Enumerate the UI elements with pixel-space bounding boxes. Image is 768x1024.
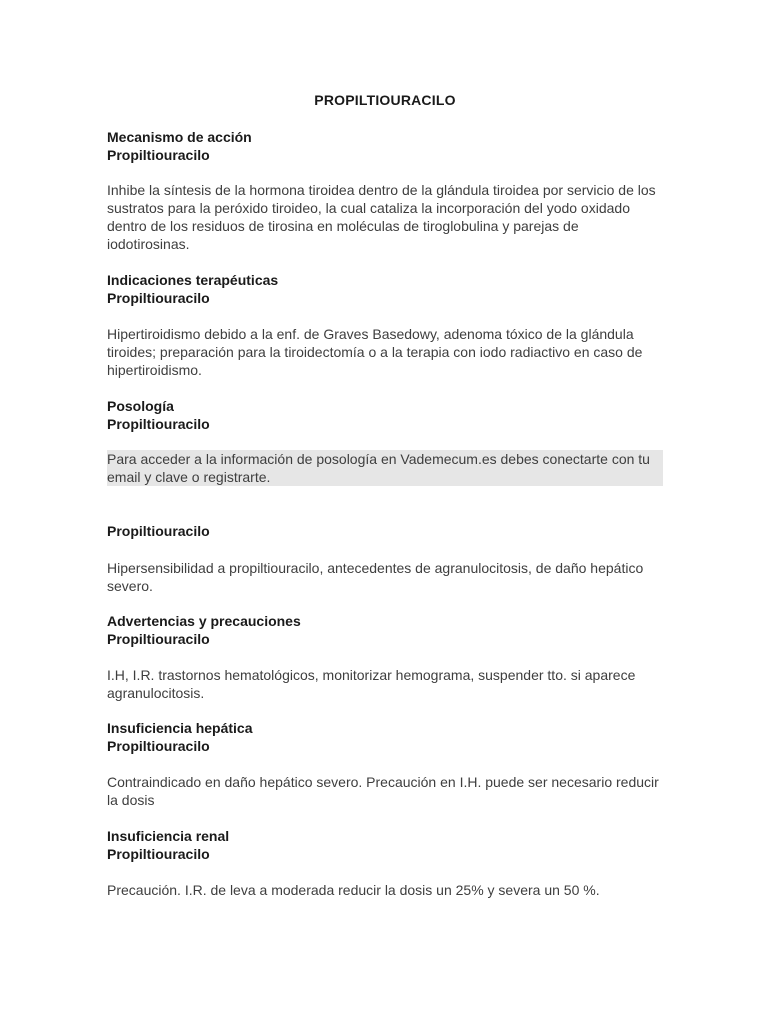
login-notice: Para acceder a la información de posología en Vademecum.es debes conectarte con tu email y clave o registrarte. [107, 450, 663, 486]
section-mecanismo [107, 128, 663, 164]
section-posologia [107, 397, 663, 433]
drug-name: Propiltiouracilo [107, 416, 210, 432]
section-heading: Advertencias y precauciones [107, 613, 301, 629]
section-advertencias [107, 612, 663, 648]
section-heading: Mecanismo de acción [107, 129, 252, 145]
section-paragraph: I.H, I.R. trastornos hematológicos, monitorizar hemograma, suspender tto. si aparece agranulocitosis. [107, 667, 636, 701]
section-contraindicaciones [107, 522, 663, 540]
drug-name: Propiltiouracilo [107, 290, 210, 306]
section-contraindicaciones-text [107, 559, 663, 595]
section-heading: Insuficiencia renal [107, 828, 230, 844]
drug-name: Propiltiouracilo [107, 523, 210, 539]
section-heading: Insuficiencia hepática [107, 720, 253, 736]
section-indicaciones-text [107, 325, 663, 379]
section-heading: Indicaciones terapéuticas [107, 272, 279, 288]
section-renal-text [107, 881, 663, 899]
section-heading: Posología [107, 398, 174, 414]
section-hepatica-text [107, 773, 663, 809]
drug-name: Propiltiouracilo [107, 846, 210, 862]
section-paragraph: Hipertiroidismo debido a la enf. de Graves Basedowy, adenoma tóxico de la glándula tiroides; preparación para la tiroidectomía o a la terapia con iodo radiactivo en caso de hipertiroidismo. [107, 326, 643, 378]
section-paragraph: Contraindicado en daño hepático severo. Precaución en I.H. puede ser necesario reducir la dosis [107, 774, 659, 808]
document-title: PROPILTIOURACILO [314, 92, 456, 108]
drug-name: Propiltiouracilo [107, 631, 210, 647]
section-renal [107, 827, 663, 863]
drug-name: Propiltiouracilo [107, 738, 210, 754]
section-mecanismo-text [107, 181, 663, 253]
section-paragraph: Hipersensibilidad a propiltiouracilo, antecedentes de agranulocitosis, de daño hepático severo. [107, 560, 644, 594]
section-paragraph: Precaución. I.R. de leva a moderada reducir la dosis un 25% y severa un 50 %. [107, 882, 600, 898]
section-hepatica [107, 719, 663, 755]
section-advertencias-text [107, 666, 663, 702]
section-indicaciones [107, 271, 663, 307]
drug-name: Propiltiouracilo [107, 147, 210, 163]
section-paragraph: Inhibe la síntesis de la hormona tiroidea dentro de la glándula tiroidea por servicio de los sustratos para la peróxido tiroideo, la cual cataliza la incorporación del yodo oxidado dentro de los residuos de tirosina en moléculas de tiroglobulina y parejas de iodotirosinas. [107, 182, 656, 252]
